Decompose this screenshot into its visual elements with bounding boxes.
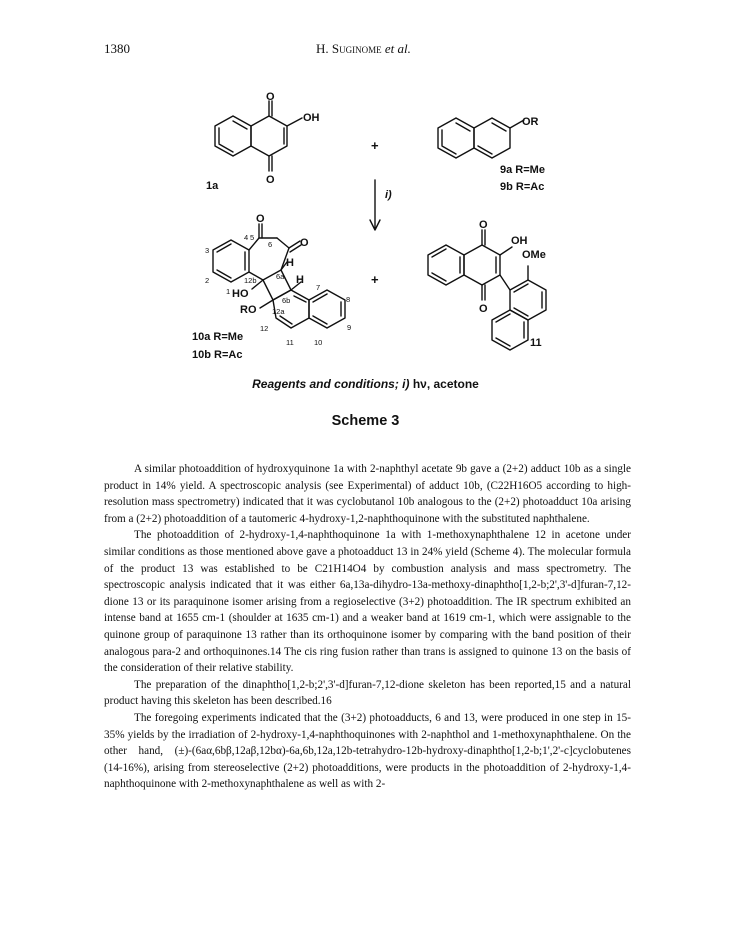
atom-number-6b: 6b <box>282 296 291 305</box>
compound-label-11: 11 <box>530 337 542 349</box>
label-9-or: OR <box>522 116 539 128</box>
compound-label-10b: 10b R=Ac <box>192 349 243 361</box>
atom-number-5: 5 <box>250 233 255 242</box>
label-1a-oh: OH <box>303 112 320 124</box>
atom-number-12: 12 <box>260 324 269 333</box>
reagents-step: i) <box>402 377 410 391</box>
compound-1a-structure <box>215 101 302 171</box>
compound-label-9a: 9a R=Me <box>500 164 545 176</box>
running-head-suffix: et al. <box>381 41 411 56</box>
reaction-scheme <box>0 70 731 400</box>
label-1a-oxygen-top: O <box>266 91 275 103</box>
compound-9-structure <box>438 118 524 158</box>
page-number: 1380 <box>104 41 130 56</box>
compound-label-9b: 9b R=Ac <box>500 181 545 193</box>
running-head <box>316 41 411 57</box>
compound-label-1a: 1a <box>206 180 219 192</box>
atom-number-11: 11 <box>286 338 294 347</box>
page-header <box>104 41 664 59</box>
label-10-h-6a: H <box>286 257 294 269</box>
label-10-ho: HO <box>232 288 249 300</box>
atom-number-10: 10 <box>314 338 323 347</box>
label-10-oxygen-6: O <box>300 237 309 249</box>
atom-number-7: 7 <box>316 283 321 292</box>
scheme-drawing <box>0 70 731 400</box>
running-head-author: H. Suginome <box>316 41 382 56</box>
reagents-caption <box>0 377 731 391</box>
reagents-conditions: hν, acetone <box>409 377 479 391</box>
atom-number-8: 8 <box>346 295 351 304</box>
paragraph-2: The photoaddition of 2-hydroxy-1,4-naphthoquinone 1a with 1-methoxynaphthalene 12 in acetone under similar conditions as those mentioned above gave a photoadduct 13 in 24% yield (Scheme 4). The molecular formula of the product 13 was established to be C21H14O4 by combustion analysis and mass spectrometry. The spectroscopic analysis indicated that it was either 6a,13a-dihydro-13a-methoxy-dinaphtho[1,2-b;2',3'-d]furan-7,12-dione 13 or its paraquinone isomer arising from a regioselective (3+2) photoaddition. The IR spectrum exhibited an intense band at 1655 cm-1 (shoulder at 1635 cm-1) and a weaker band at 1619 cm-1, which were assignable to the quinone group of paraquinone 13 rather than its orthoquinone isomer by comparing with the band position of their analogous para-2 and orthoquinones.14 The cis ring fusion rather than trans is assigned to quinone 13 on the basis of the consideration of their relative stability. <box>104 529 631 675</box>
atom-number-12a: 12a <box>272 307 285 316</box>
plus-sign-bottom: + <box>371 272 379 287</box>
label-10-h-7: H <box>296 274 304 286</box>
label-11-oxygen-bottom: O <box>479 303 488 315</box>
atom-number-6a: 6a <box>276 272 285 281</box>
label-11-oh: OH <box>511 235 528 247</box>
plus-sign-top: + <box>371 138 379 153</box>
compound-11-structure <box>428 230 546 350</box>
label-11-oxygen-top: O <box>479 219 488 231</box>
atom-number-2: 2 <box>205 276 210 285</box>
atom-number-4: 4 <box>244 233 249 242</box>
reaction-arrow <box>370 180 380 230</box>
label-1a-oxygen-bottom: O <box>266 174 275 186</box>
body-text <box>104 461 631 793</box>
scheme-title: Scheme 3 <box>331 413 400 429</box>
atom-number-1: 1 <box>226 287 231 296</box>
compound-label-10a: 10a R=Me <box>192 331 244 343</box>
paragraph-1: A similar photoaddition of hydroxyquinone 1a with 2-naphthyl acetate 9b gave a (2+2) adduct 10b as a single product in 14% yield. A spectroscopic analysis (see Experimental) of adduct 10b, (C22H16O5 according to high-resolution mass spectrometry) indicated that it was cyclobutanol 10b analogous to the (2+2) photoadduct 10a arising from a (2+2) photoaddition of a tautomeric 4-hydroxy-1,2-naphthoquinone with the substituted naphthalene. <box>104 463 631 525</box>
label-11-ome: OMe <box>522 249 546 261</box>
reagents-label: Reagents and conditions; <box>252 377 403 391</box>
label-10-ro: RO <box>240 304 257 316</box>
label-10-oxygen-5: O <box>256 213 265 225</box>
paragraph-3: The preparation of the dinaphtho[1,2-b;2',3'-d]furan-7,12-dione skeleton has been reported,15 and a natural product having this skeleton has been described.16 <box>104 678 631 708</box>
atom-number-12b: 12b <box>244 276 257 285</box>
arrow-reagent-label: i) <box>385 189 392 201</box>
paragraph-4: The foregoing experiments indicated that the (3+2) photoadducts, 6 and 13, were produced in one step in 15-35% yields by the irradiation of 2-hydroxy-1,4-naphthoquinones with 2-naphthol and 1-methoxynaphthalene. On the other hand, (±)-(6aα,6bβ,12aβ,12bα)-6a,6b,12a,12b-tetrahydro-12b-hydroxy-dinaphtho[1,2-b;1',2'-c]cyclobutenes (14-16%), arising from stereoselective (2+2) photoadditions, were products in the photoaddition of 2-hydroxy-1,4-naphthoquinone with 2-methoxynaphthalene as well as with 2- <box>104 711 631 791</box>
atom-number-9: 9 <box>347 323 352 332</box>
atom-number-3: 3 <box>205 246 210 255</box>
atom-number-6: 6 <box>268 240 273 249</box>
